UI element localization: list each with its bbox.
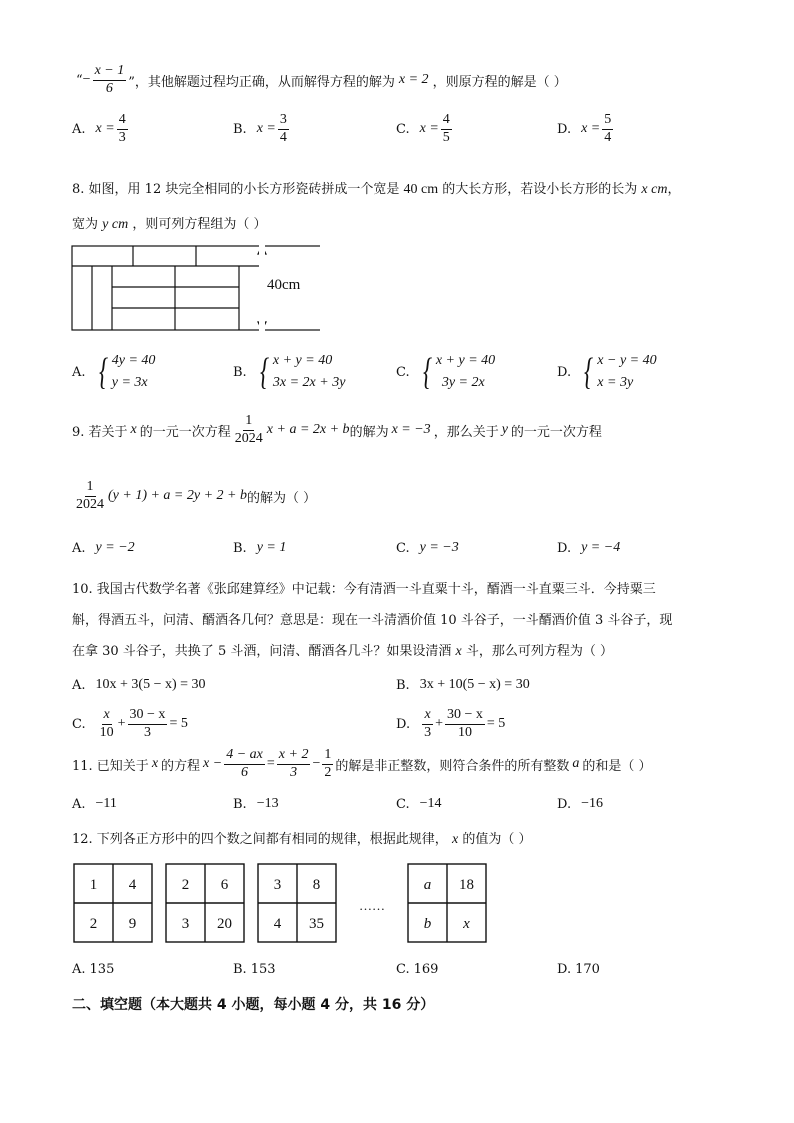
q8-text-2a: 宽为 <box>72 217 99 232</box>
q9-equation: x + a = 2x + b <box>266 422 350 438</box>
q9-option-b[interactable] <box>233 540 286 556</box>
equals-part: = 5 <box>169 716 188 732</box>
option-text: 10x + 3(5 − x) = 30 <box>95 677 206 692</box>
q10-option-c[interactable] <box>72 708 188 740</box>
option-label: A. <box>72 796 86 812</box>
q12-text-b: 的值为（ ） <box>462 832 532 847</box>
q9-var-y: y <box>501 422 508 438</box>
frac-den: 3 <box>424 724 432 740</box>
q11-frac-1 <box>224 748 265 780</box>
q10-option-b[interactable] <box>396 677 530 693</box>
option-fraction <box>117 113 128 145</box>
option-label: C. <box>396 796 410 812</box>
frac-2 <box>128 708 168 740</box>
q9-fraction-2 <box>74 480 106 512</box>
option-lhs: x = <box>256 121 276 137</box>
frac-num: 1 <box>322 748 333 765</box>
option-text: −16 <box>581 796 603 811</box>
q9-tail: 的解为（ ） <box>247 490 317 506</box>
option-label: C. <box>396 540 410 556</box>
sq3-tr: 8 <box>312 877 321 893</box>
q8-option-a[interactable] <box>72 350 155 394</box>
option-text: −14 <box>419 796 442 811</box>
frac-num: 4 <box>117 113 128 130</box>
option-label: C. <box>396 364 410 380</box>
q11-option-b[interactable] <box>233 796 279 812</box>
sq3-bl: 4 <box>273 916 282 932</box>
q11-eq-x: x − <box>203 756 223 772</box>
q12-ellipsis: …… <box>359 898 385 913</box>
frac-den: 5 <box>442 129 450 145</box>
option-label: D. <box>557 364 572 380</box>
sq4-bl: b <box>423 916 432 932</box>
q12-squares <box>72 862 492 946</box>
option-text: y = −2 <box>95 540 135 555</box>
q9-solution: x = −3 <box>391 422 431 438</box>
option-text: y = −4 <box>581 540 621 555</box>
q11-text-b: 的方程 <box>161 758 201 774</box>
q7-continuation <box>76 64 567 96</box>
equation-system: { x + y = 40 3y = 2x <box>422 351 496 393</box>
option-label: D. <box>557 962 572 977</box>
frac-num: 3 <box>278 113 289 130</box>
plus-sign: + <box>117 716 126 732</box>
option-text: 153 <box>250 962 276 977</box>
q8-option-d[interactable] <box>557 350 657 394</box>
q8-figure-label: 40cm <box>267 277 301 293</box>
option-text: −13 <box>256 796 279 811</box>
sq4-tr: 18 <box>459 877 474 893</box>
q11-frac-2 <box>277 748 311 780</box>
q11-var-a: a <box>572 756 580 772</box>
q8-option-b[interactable] <box>233 350 345 394</box>
q7-text: ”，其他解题过程均正确，从而解得方程的解为 <box>128 74 395 90</box>
q10-line3 <box>72 640 613 660</box>
q9-fraction <box>233 414 265 446</box>
q11-minus: − <box>312 756 321 772</box>
option-lhs: x = <box>581 121 601 137</box>
q10-text-b: 斗，那么可列方程为（ ） <box>465 644 613 659</box>
sq2-br: 20 <box>217 916 232 932</box>
option-label: D. <box>557 121 572 137</box>
option-text: 170 <box>575 962 600 977</box>
sq1-tl: 1 <box>89 877 98 893</box>
option-lhs: x = <box>419 121 439 137</box>
q7-tail: ，则原方程的解是（ ） <box>432 74 567 90</box>
equals-part: = 5 <box>486 716 506 732</box>
frac-num: x <box>102 708 112 725</box>
option-label: A. <box>72 677 86 693</box>
q10-line2: 斛，得酒五斗，问清、醑酒各几何？意思是：现在一斗清酒价值 10 斗谷子，一斗醑酒价值 3 斗谷子，现 <box>72 613 673 628</box>
q8-line2 <box>72 213 266 233</box>
q12-option-a[interactable] <box>72 962 114 977</box>
q11-option-a[interactable] <box>72 796 117 812</box>
sq1-br: 9 <box>128 916 137 932</box>
q9-var-x: x <box>130 422 137 438</box>
q7-eq: x = 2 <box>398 72 429 88</box>
option-text: 135 <box>89 962 115 977</box>
option-label: C. <box>396 121 410 137</box>
option-label: D. <box>557 796 572 812</box>
q11-text-a: 11. 已知关于 <box>72 758 149 774</box>
q12-line <box>72 828 531 848</box>
q9-line1 <box>72 414 602 446</box>
section-2-heading: 二、填空题（本大题共 4 小题，每小题 4 分，共 16 分） <box>72 997 435 1013</box>
frac-den: 4 <box>279 129 287 145</box>
q9-line2 <box>72 480 316 512</box>
q9-text-a: 9. 若关于 <box>72 424 128 440</box>
q8-text-e: ， <box>667 182 681 197</box>
option-text: −11 <box>95 796 117 811</box>
equation-system: { 4y = 40 y = 3x <box>98 351 156 393</box>
option-label: D. <box>396 716 411 732</box>
sq3-tl: 3 <box>273 877 282 893</box>
q8-figure-mask <box>259 244 265 336</box>
q9-text-b: 的一元一次方程 <box>139 424 231 440</box>
option-label: B. <box>396 677 410 693</box>
q8-text-2c: ，则可列方程组为（ ） <box>132 217 267 232</box>
q11-line <box>72 748 652 780</box>
q12-option-c[interactable] <box>396 962 438 977</box>
sq2-tl: 2 <box>181 877 190 893</box>
frac-num: 1 <box>85 480 96 497</box>
q10-option-d[interactable] <box>396 708 505 740</box>
equation-system: { x + y = 40 3x = 2x + 3y <box>259 351 346 393</box>
equation-2: 3y = 2x <box>441 375 485 390</box>
q7-open-quote: “ <box>76 72 83 88</box>
q7-fraction <box>93 64 127 96</box>
option-label: A. <box>72 121 86 137</box>
q11-equals: = <box>266 756 275 772</box>
frac-den: 6 <box>241 764 249 780</box>
frac-den: 3 <box>118 129 126 145</box>
option-label: A. <box>72 540 86 556</box>
q9-option-c[interactable] <box>396 540 459 556</box>
q7-option-d[interactable] <box>557 113 615 145</box>
equation-1: 4y = 40 <box>111 353 156 368</box>
equation-1: x + y = 40 <box>435 353 496 368</box>
q8-line1 <box>72 178 680 198</box>
q11-text-d: 的和是（ ） <box>582 758 652 774</box>
option-text: y = 1 <box>256 540 287 555</box>
q7-option-a[interactable] <box>72 113 130 145</box>
option-text: y = −3 <box>419 540 459 555</box>
frac-num: 30 − x <box>128 708 168 725</box>
frac-num: x <box>422 708 432 725</box>
q8-text-a: 8. 如图，用 12 块完全相同的小长方形瓷砖拼成一个宽是 <box>72 182 400 197</box>
q9-text-d: ，那么关于 <box>433 424 499 440</box>
frac-1 <box>422 708 433 740</box>
frac-2 <box>445 708 485 740</box>
sq2-bl: 3 <box>181 916 190 932</box>
q12-option-b[interactable] <box>233 962 276 977</box>
frac-den: 2 <box>324 764 332 780</box>
option-fraction <box>278 113 289 145</box>
equation-system: { x − y = 40 x = 3y <box>584 351 657 393</box>
option-fraction <box>441 113 452 145</box>
q9-option-d[interactable] <box>557 540 620 556</box>
option-label: B. <box>233 364 247 380</box>
option-fraction <box>602 113 613 145</box>
equation-2: y = 3x <box>111 375 148 390</box>
sq1-tr: 4 <box>128 877 137 893</box>
q12-var-x: x <box>451 832 459 847</box>
q9-option-a[interactable] <box>72 540 135 556</box>
q8-width-value: 40 cm <box>403 182 439 197</box>
frac-num: 30 − x <box>445 708 485 725</box>
frac-den: 10 <box>457 724 472 740</box>
option-lhs: x = <box>95 121 115 137</box>
frac-den: 2024 <box>234 430 263 446</box>
q10-line1: 10. 我国古代数学名著《张邱建算经》中记载：今有清酒一斗直粟十斗，醑酒一斗直粟三斗．今持粟三 <box>72 582 656 597</box>
option-text: 3x + 10(5 − x) = 30 <box>419 677 530 692</box>
option-text: 169 <box>413 962 439 977</box>
sq2-tr: 6 <box>220 877 229 893</box>
plus-sign: + <box>435 716 443 732</box>
q10-option-a[interactable] <box>72 677 206 693</box>
q7-minus: − <box>82 72 91 88</box>
q11-option-c[interactable] <box>396 796 442 812</box>
frac-den: 2024 <box>76 496 104 512</box>
frac-den: 4 <box>604 129 612 145</box>
sq4-tl: a <box>423 877 432 893</box>
option-label: A. <box>72 962 86 977</box>
equation-1: x − y = 40 <box>597 353 657 368</box>
frac-den: 3 <box>143 724 151 740</box>
q12-text-a: 12. 下列各正方形中的四个数之间都有相同的规律，根据此规律， <box>72 832 448 847</box>
q8-text-c: 的大长方形，若设小长方形的长为 <box>442 182 638 197</box>
frac-num: 1 <box>243 414 254 431</box>
frac-num: 4 <box>441 113 452 130</box>
option-label: B. <box>233 962 247 977</box>
q11-frac-3 <box>322 748 333 780</box>
q9-text-c: 的解为 <box>349 424 389 440</box>
option-label: C. <box>396 962 410 977</box>
option-label: B. <box>233 121 247 137</box>
q7-option-c[interactable] <box>396 113 454 145</box>
q8-length-var: x cm <box>641 182 668 197</box>
frac-1 <box>98 708 116 740</box>
equation-1: x + y = 40 <box>272 353 333 368</box>
equation-2: x = 3y <box>597 375 634 390</box>
frac-den: 3 <box>290 764 298 780</box>
option-label: B. <box>233 540 247 556</box>
equation-2: 3x = 2x + 3y <box>272 375 346 390</box>
q8-width-var: y cm <box>102 217 129 232</box>
frac-num: x + 2 <box>277 748 311 765</box>
q9-equation-2: (y + 1) + a = 2y + 2 + b <box>108 488 247 504</box>
q11-option-d[interactable] <box>557 796 603 812</box>
option-label: A. <box>72 364 86 380</box>
option-label: C. <box>72 716 86 732</box>
sq1-bl: 2 <box>89 916 98 932</box>
q7-frac-den: 6 <box>105 80 113 96</box>
q12-option-d[interactable] <box>557 962 600 977</box>
frac-den: 10 <box>99 724 114 740</box>
q9-text-e: 的一元一次方程 <box>510 424 602 440</box>
q7-option-b[interactable] <box>233 113 291 145</box>
sq3-br: 35 <box>309 916 324 932</box>
q11-text-c: 的解是非正整数，则符合条件的所有整数 <box>335 758 570 774</box>
q10-var-x: x <box>455 644 462 659</box>
option-label: D. <box>557 540 572 556</box>
frac-num: 5 <box>602 113 613 130</box>
q8-option-c[interactable] <box>396 350 495 394</box>
frac-num: 4 − ax <box>224 748 265 765</box>
q11-var-x: x <box>151 756 159 772</box>
sq4-br: x <box>463 916 470 932</box>
option-label: B. <box>233 796 247 812</box>
q7-frac-num: x − 1 <box>93 64 127 81</box>
q10-text-a: 在拿 30 斗谷子，共换了 5 斗酒，问清、醑酒各几斗？如果设清酒 <box>72 644 452 659</box>
